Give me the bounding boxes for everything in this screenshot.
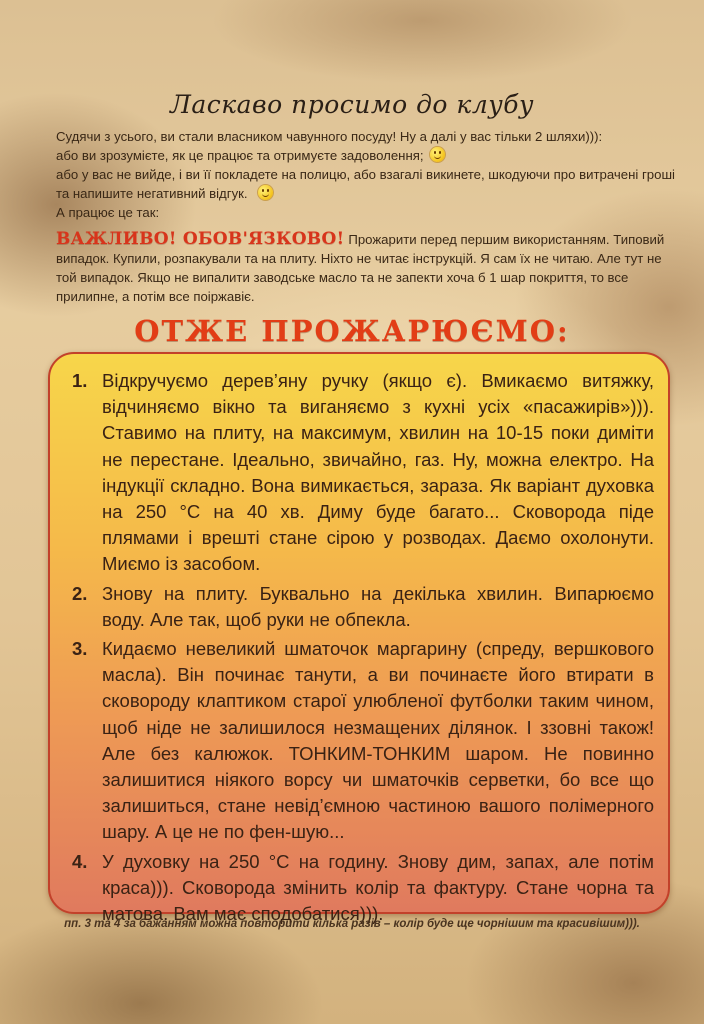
important-text: Прожарити перед першим використанням. Типовий випадок. Купили, розпакували та на плиту. Ніхто не читає інструкцій. Я сам їх не читаю. Але тут не той випадок. Якщо не випалити заводське масло та не запекти хоча б 1 шар покриття, то все прилипне, а потім все поіржавіє. <box>56 232 665 304</box>
step-number: 3. <box>72 638 88 660</box>
intro-line-1: Судячи з усього, ви стали власником чавунного посуду! Ну а далі у вас тільки 2 шляхи))): <box>56 129 603 144</box>
step-item <box>72 581 654 633</box>
step-text: Кидаємо невеликий шматочок маргарину (спреду, вершкового масла). Він починає танути, а ви починаєте його втирати в сковороду клаптиком старої улюбленої футболки таким чином, щоб ніде не залишилося незмащених ділянок. І ззовні також! Але без калюжок. ТОНКИМ-ТОНКИМ шаром. Не повинно залишитися ніякого ворсу чи шматочків серветки, бо все що залишиться, стане невід’ємною частиною вашого полімерного шару. А це не по фен-шую... <box>102 638 654 843</box>
page-title: Ласкаво просимо до клубу <box>169 90 535 119</box>
step-item <box>72 636 654 846</box>
smiley-happy-icon <box>430 147 445 162</box>
intro-text <box>56 127 676 222</box>
step-number: 1. <box>72 370 88 391</box>
step-item <box>72 849 654 928</box>
step-number: 2. <box>72 582 88 604</box>
step-text: У духовку на 250 °С на годину. Знову дим, запах, але потім краса))). Сковорода змінить колір та фактуру. Стане чорна та матова. Вам має сподобатися))). <box>102 850 654 925</box>
step-text: Знову на плиту. Буквально на декілька хвилин. Випарюємо воду. Але так, щоб руки не обпекла. <box>102 582 654 630</box>
smiley-embarrassed-icon <box>258 185 273 200</box>
step-text: Відкручуємо дерев’яну ручку (якщо є). Вмикаємо витяжку, відчиняємо вікно та виганяємо з кухні усіх «пасажирів»))). Ставимо на плиту, на максимум, хвилин на 10-15 поки диміти не перестане. Ідеально, звичайно, газ. Ну, можна електро. На індукції складно. Вона вимикається, зараза. Як варіант духовка на 250 °С на 40 хв. Диму буде багато... Сковорода піде плямами і врешті стане сірою у розводах. Даємо охолонути. Миємо із засобом. <box>102 370 654 575</box>
step-item <box>72 368 654 578</box>
step-number: 4. <box>72 850 88 872</box>
intro-line-4: А працює це так: <box>56 205 160 220</box>
important-notice <box>56 230 676 306</box>
intro-line-2 <box>56 146 676 165</box>
important-label: ВАЖЛИВО! ОБОВ'ЯЗКОВО! <box>56 229 345 249</box>
steps-list <box>72 368 654 930</box>
intro-line-3-text: або у вас не вийде, і ви її покладете на полицю, або взагалі викинете, шкодуючи про витрачені гроші та напишите негативний відгук. <box>56 167 675 201</box>
intro-line-2-text: або ви зрозумієте, як це працює та отримуєте задоволення; <box>56 148 424 163</box>
section-heading: ОТЖЕ ПРОЖАРЮЄМО: <box>134 314 570 348</box>
intro-line-3 <box>56 165 676 203</box>
footnote: пп. 3 та 4 за бажанням можна повторити кілька разів – колір буде ще чорнішим та красивішим))). <box>64 918 640 930</box>
